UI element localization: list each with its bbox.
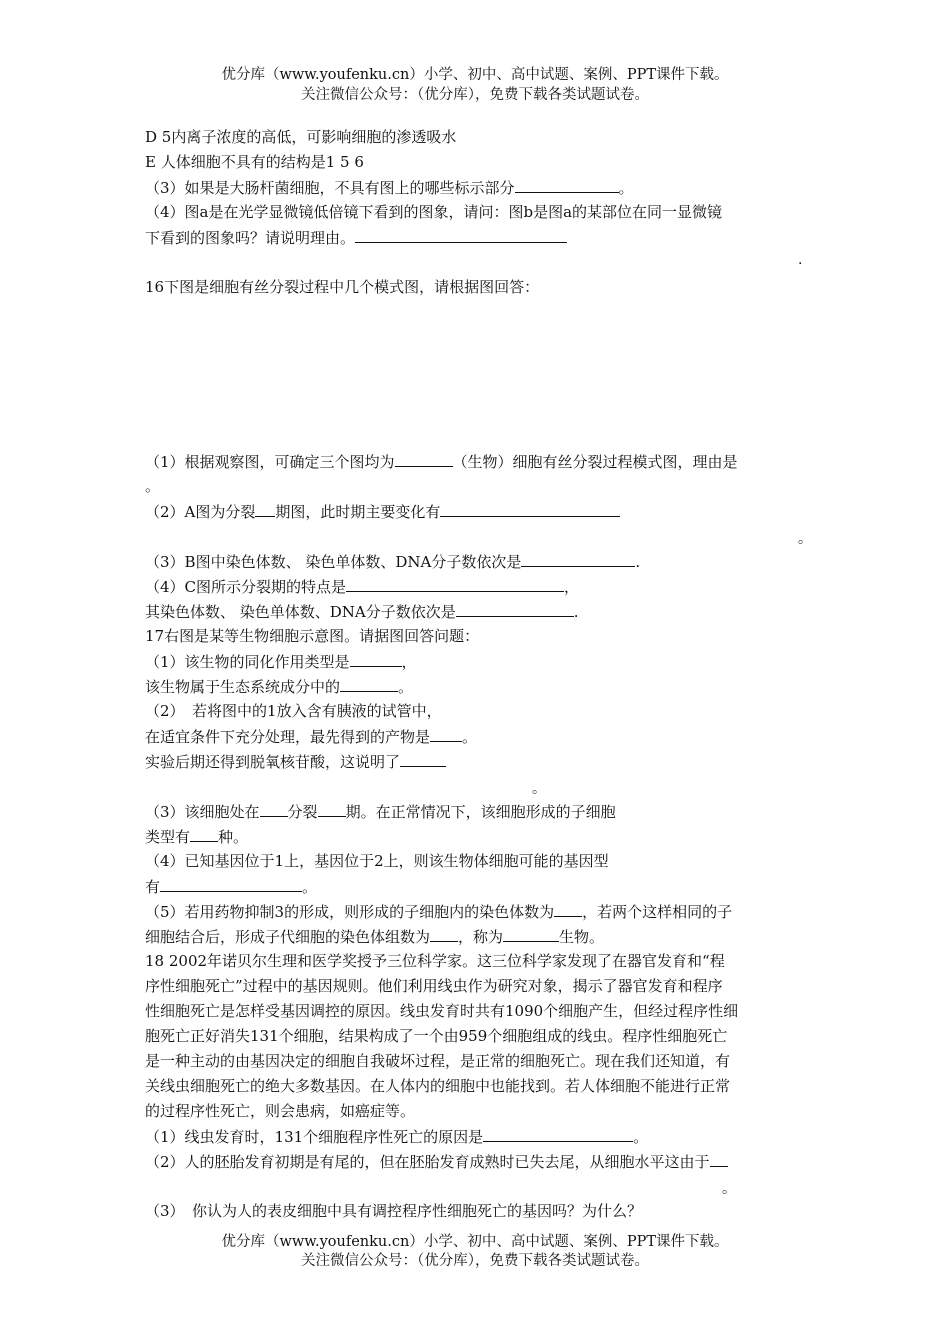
q16-part-4-end-b: . — [573, 603, 579, 621]
q17-part-1-text-b: 该生物属于生态系统成分中的 — [145, 678, 341, 696]
q16-part-3 — [145, 551, 640, 572]
q15-part-4-line-2 — [145, 227, 567, 248]
q16-part-4-line-1 — [145, 576, 579, 597]
q16-part-4-line-2 — [145, 601, 579, 622]
q17-part-3-text-c: 期。在正常情况下，该细胞形成的子细胞 — [345, 803, 616, 821]
q17-part-2-line-3 — [145, 751, 446, 772]
q18-part-3: （3） 你认为人的表皮细胞中具有调控程序性细胞死亡的基因吗？为什么？ — [145, 1202, 643, 1220]
q17-part-1-end-b: 。 — [398, 678, 414, 696]
q17-part-3-text-e: 种。 — [218, 828, 249, 846]
q15-part-3-end: 。 — [618, 179, 634, 197]
answer-blank[interactable] — [430, 726, 462, 742]
q18-paragraph-line: 序性细胞死亡”过程中的基因规则。他们利用线虫作为研究对象，揭示了器官发育和程序 — [145, 977, 723, 995]
answer-blank[interactable] — [430, 926, 458, 942]
q17-part-4-end: 。 — [302, 878, 318, 896]
page-footer-line-2: 关注微信公众号：（优分库），免费下载各类试题试卷。 — [301, 1253, 649, 1269]
answer-blank[interactable] — [515, 177, 619, 193]
answer-blank[interactable] — [440, 501, 620, 517]
q18-part-2 — [145, 1151, 728, 1172]
q17-part-1-end-a: ， — [401, 653, 417, 671]
q17-part-5-text-d: ，称为 — [458, 928, 504, 946]
q18-paragraph-line: 关线虫细胞死亡的绝大多数基因。在人体内的细胞中也能找到。若人体细胞不能进行正常 — [145, 1077, 731, 1095]
q17-part-3-text-d: 类型有 — [145, 828, 191, 846]
q17-part-4-text-b: 有 — [145, 878, 161, 896]
q15-option-d: D 5内离子浓度的高低，可影响细胞的渗透吸水 — [145, 128, 457, 146]
q17-part-1-line-2 — [145, 676, 413, 697]
q17-part-1-line-1 — [145, 651, 417, 672]
q16-part-1 — [145, 451, 738, 472]
answer-blank[interactable] — [710, 1151, 728, 1167]
q15-part-3 — [145, 177, 634, 198]
q17-part-5-line-1 — [145, 901, 732, 922]
q17-part-1-text-a: （1）该生物的同化作用类型是 — [145, 653, 350, 671]
q15-part-3-text: （3）如果是大肠杆菌细胞，不具有图上的哪些标示部分 — [145, 179, 515, 197]
q16-part-4-text-a: （4）C图所示分裂期的特点是 — [145, 578, 347, 596]
q17-part-3-line-1 — [145, 801, 616, 822]
q17-part-5-text-a: （5）若用药物抑制3的形成，则形成的子细胞内的染色体数为 — [145, 903, 555, 921]
q16-part-3-end: . — [635, 553, 641, 571]
q18-part-2-text: （2）人的胚胎发育初期是有尾的，但在胚胎发育成熟时已失去尾，从细胞水平这由于 — [145, 1153, 710, 1171]
answer-blank[interactable] — [521, 551, 635, 567]
q16-part-1-text-b: （生物）细胞有丝分裂过程模式图，理由是 — [452, 453, 738, 471]
answer-blank[interactable] — [340, 676, 398, 692]
answer-blank[interactable] — [260, 801, 288, 817]
q18-part-1-end: 。 — [633, 1128, 649, 1146]
q17-part-3-text-a: （3）该细胞处在 — [145, 803, 260, 821]
q18-paragraph-line: 胞死亡正好消失131个细胞，结果构成了一个由959个细胞组成的线虫。程序性细胞死亡 — [145, 1027, 728, 1045]
q16-part-2-end: 。 — [798, 531, 812, 547]
q18-part-1 — [145, 1126, 648, 1147]
q17-part-5-text-c: 细胞结合后，形成子代细胞的染色体组数为 — [145, 928, 431, 946]
q16-part-3-text: （3）B图中染色体数、 染色单体数、DNA分子数依次是 — [145, 553, 522, 571]
q17-part-2-text-c: 实验后期还得到脱氧核苷酸，这说明了 — [145, 753, 401, 771]
q16-part-1-end: 。 — [145, 477, 161, 495]
q17-part-5-line-2 — [145, 926, 604, 947]
answer-blank[interactable] — [355, 227, 567, 243]
answer-blank[interactable] — [318, 801, 346, 817]
q16-part-2 — [145, 501, 620, 522]
answer-blank[interactable] — [456, 601, 574, 617]
q18-paragraph-line: 18 2002年诺贝尔生理和医学奖授予三位科学家。这三位科学家发现了在器官发育和“程 — [145, 952, 725, 970]
q18-part-1-text: （1）线虫发育时，131个细胞程序性死亡的原因是 — [145, 1128, 484, 1146]
q16-part-4-end-a: ， — [564, 578, 580, 596]
q16-part-2-text-b: 期图，此时期主要变化有 — [275, 503, 441, 521]
page-footer-line-1: 优分库（www.youfenku.cn）小学、初中、高中试题、案例、PPT课件下载。 — [221, 1234, 729, 1250]
q16-part-4-text-b: 其染色体数、 染色单体数、DNA分子数依次是 — [145, 603, 456, 621]
q17-part-4-line-2 — [145, 876, 317, 897]
answer-blank[interactable] — [483, 1126, 633, 1142]
q17-part-2-text-b: 在适宜条件下充分处理，最先得到的产物是 — [145, 728, 431, 746]
q18-paragraph-line: 的过程序性死亡，则会患病，如癌症等。 — [145, 1102, 416, 1120]
q17-part-2-line-2 — [145, 726, 477, 747]
q18-part-2-end: 。 — [722, 1181, 736, 1197]
q15-option-e: E 人体细胞不具有的结构是1 5 6 — [145, 153, 364, 171]
answer-blank[interactable] — [346, 576, 564, 592]
q15-part-4-line-1: （4）图a是在光学显微镜低倍镜下看到的图象，请问：图b是图a的某部位在同一显微镜 — [145, 203, 723, 221]
answer-blank[interactable] — [160, 876, 302, 892]
page-header-line-1: 优分库（www.youfenku.cn）小学、初中、高中试题、案例、PPT课件下载。 — [221, 67, 729, 83]
answer-blank[interactable] — [400, 751, 446, 767]
answer-blank[interactable] — [554, 901, 582, 917]
page-header-line-2: 关注微信公众号：（优分库），免费下载各类试题试卷。 — [301, 87, 649, 103]
q17-part-3-line-2 — [145, 826, 248, 847]
answer-blank[interactable] — [503, 926, 559, 942]
answer-blank[interactable] — [350, 651, 402, 667]
q18-paragraph-line: 性细胞死亡是怎样受基因调控的原因。线虫发育时共有1090个细胞产生，但经过程序性细 — [145, 1002, 739, 1020]
answer-blank[interactable] — [255, 501, 275, 517]
q17-part-5-text-b: ，若两个这样相同的子 — [582, 903, 733, 921]
q15-part-4-end: . — [798, 252, 803, 268]
q15-part-4-text: 下看到的图象吗？请说明理由。 — [145, 229, 356, 247]
q17-part-5-text-e: 生物。 — [559, 928, 605, 946]
q17-part-2-end-b: 。 — [462, 728, 478, 746]
q17-title: 17右图是某等生物细胞示意图。请据图回答问题： — [145, 627, 480, 645]
q18-paragraph-line: 是一种主动的由基因决定的细胞自我破坏过程，是正常的细胞死亡。现在我们还知道，有 — [145, 1052, 731, 1070]
answer-blank[interactable] — [395, 451, 453, 467]
q17-part-3-text-b: 分裂 — [287, 803, 318, 821]
answer-blank[interactable] — [190, 826, 218, 842]
q16-title: 16下图是细胞有丝分裂过程中几个模式图，请根据图回答： — [145, 278, 540, 296]
q16-part-1-text-a: （1）根据观察图，可确定三个图均为 — [145, 453, 395, 471]
q17-part-2-end: 。 — [532, 781, 546, 797]
q17-part-2-line-1: （2） 若将图中的1放入含有胰液的试管中， — [145, 702, 442, 720]
q16-part-2-text-a: （2）A图为分裂 — [145, 503, 256, 521]
q17-part-4-line-1: （4）已知基因位于1上，基因位于2上，则该生物体细胞可能的基因型 — [145, 852, 609, 870]
